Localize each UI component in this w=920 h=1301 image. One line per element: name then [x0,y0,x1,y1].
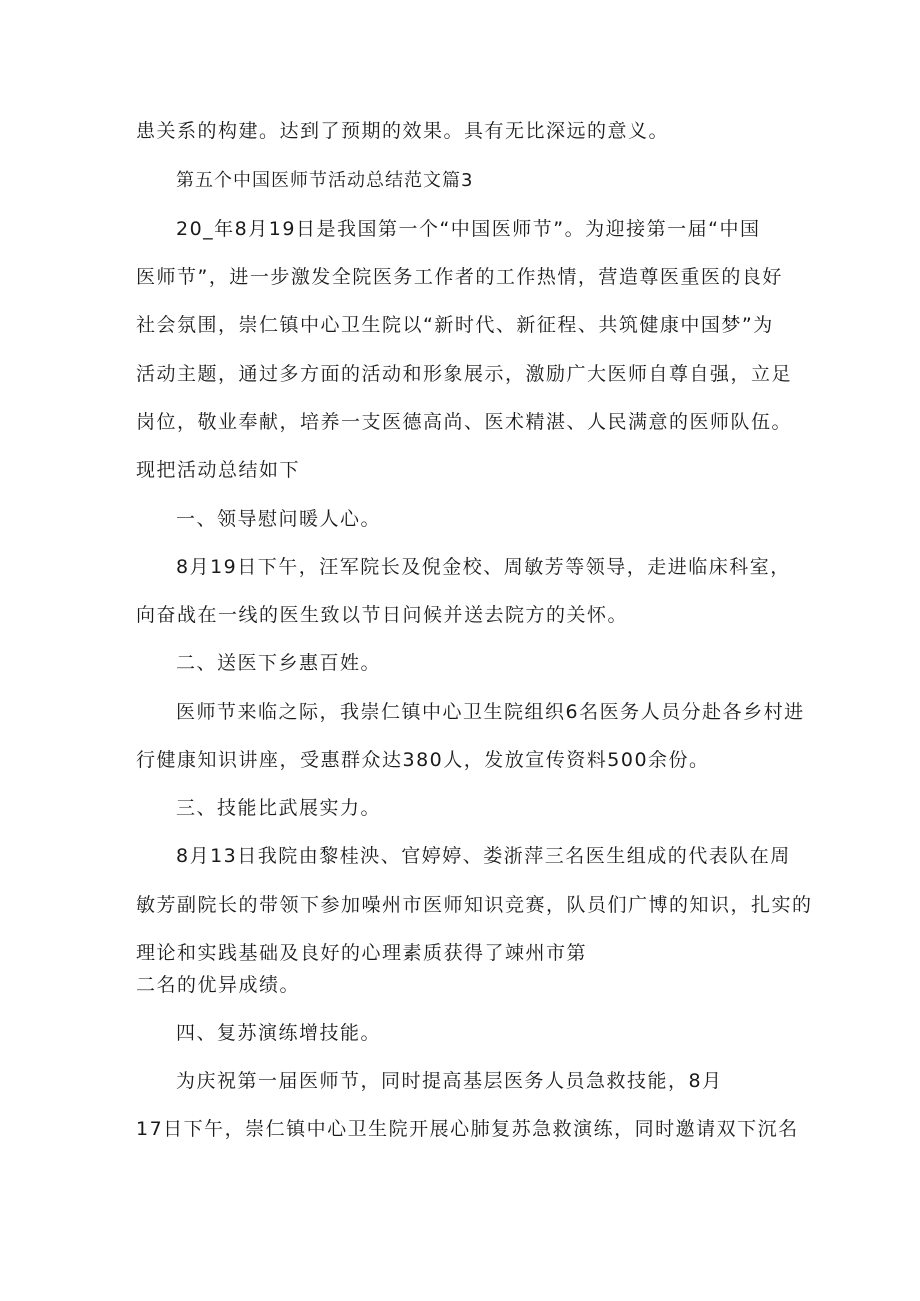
text-line: 8月13日我院由黎桂泱、官婷婷、娄浙萍三名医生组成的代表队在周 [176,845,791,867]
text-line: 现把活动总结如下 [136,459,301,481]
text-line: 医师节”，进一步激发全院医务工作者的工作热情，营造尊医重医的良好 [136,266,783,288]
text-line: 活动主题，通过多方面的活动和形象展示，激励广大医师自尊自强，立足 [136,363,793,385]
text-line: 向奋战在一线的医生致以节日问候并送去院方的关怀。 [136,604,629,626]
text-line: 17日下午，崇仁镇中心卫生院开展心肺复苏急救演练，同时邀请双下沉名 [136,1118,799,1140]
section-title: 第五个中国医师节活动总结范文篇3 [176,170,474,191]
text-line: 为庆祝第一届医师节，同时提高基层医务人员急救技能，8月 [176,1070,723,1092]
subheading: 一、领导慰问暖人心。 [176,508,382,530]
subheading: 四、复苏演练增技能。 [176,1022,382,1044]
text-line: 行健康知识讲座，受惠群众达380人，发放宣传资料500余份。 [136,749,710,771]
subheading: 三、技能比武展实力。 [176,797,382,819]
text-line: 二名的优异成绩。 [136,974,301,996]
text-line: 患关系的构建。达到了预期的效果。具有无比深远的意义。 [136,120,670,142]
text-line: 20_年8月19日是我国第一个“中国医师节”。为迎接第一届“中国 [176,218,761,240]
text-line: 医师节来临之际，我崇仁镇中心卫生院组织6名医务人员分赴各乡村进 [176,701,805,723]
text-line: 敏芳副院长的带领下参加噪州市医师知识竞赛，队员们广博的知识，扎实的 [136,894,813,916]
text-line: 理论和实践基础及良好的心理素质获得了竦州市第 [136,942,588,964]
text-line: 岗位，敬业奉献，培养一支医德高尚、医术精湛、人民满意的医师队伍。 [136,411,793,433]
text-line: 社会氛围，崇仁镇中心卫生院以“新时代、新征程、共筑健康中国梦”为 [136,314,774,336]
text-line: 8月19日下午，汪军院长及倪金校、周敏芳等领导，走进临床科室， [176,556,791,578]
subheading: 二、送医下乡惠百姓。 [176,652,382,674]
